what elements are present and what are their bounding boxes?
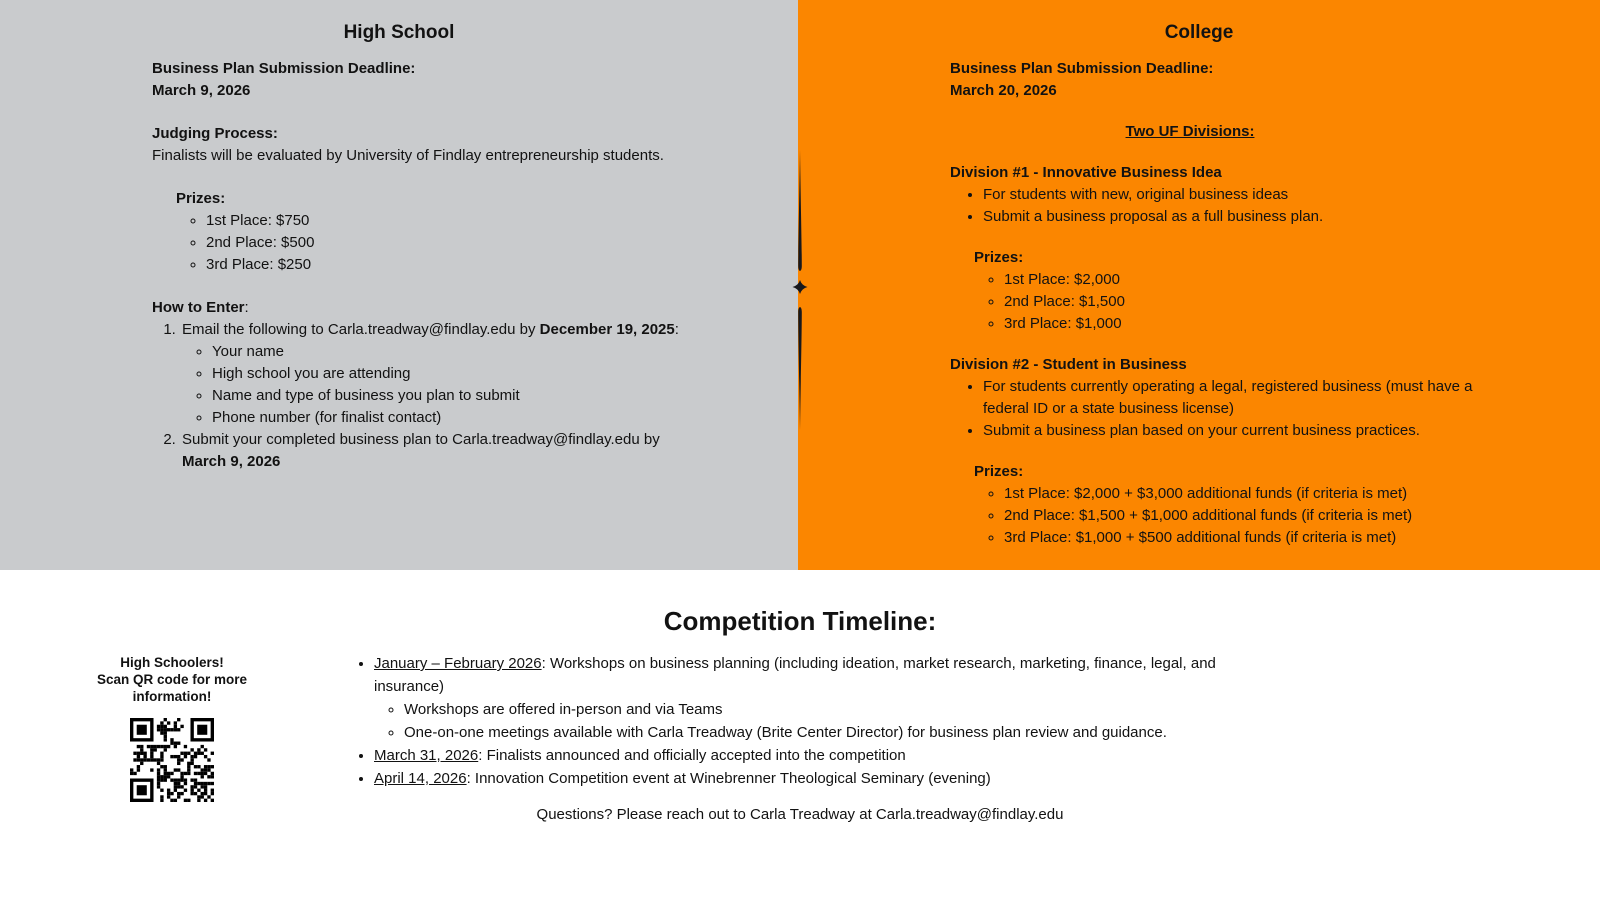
division-1-prize-item: ◦ 2nd Place: $1,500 — [1004, 291, 1558, 313]
division-2-prizes-block — [974, 461, 1558, 549]
high-school-content — [0, 44, 760, 473]
college-content — [798, 44, 1558, 549]
hs-deadline-date: March 9, 2026 — [152, 82, 251, 99]
division-2-prize-item: ◦ 1st Place: $2,000 + $3,000 additional funds (if criteria is met) — [1004, 483, 1558, 505]
hs-how-to-enter-heading: How to Enter: — [152, 299, 249, 316]
hs-step-2: 2. Submit your completed business plan to Carla.treadway@findlay.edu by March 9, 2026 — [180, 429, 690, 473]
hs-step-1-subitem: ◦ Your name — [212, 341, 690, 363]
division-1-prizes-block — [974, 247, 1558, 335]
hs-step-1-subitem: ◦ Phone number (for finalist contact) — [212, 407, 690, 429]
division-2-bullet: • Submit a business plan based on your current business practices. — [983, 420, 1513, 442]
hs-prize-item: ◦ 3rd Place: $250 — [206, 254, 760, 276]
hs-step-1-subitem: ◦ High school you are attending — [212, 363, 690, 385]
timeline-item: • April 14, 2026: Innovation Competition event at Winebrenner Theological Seminary (evening) — [374, 767, 1247, 790]
division-2-prize-item: ◦ 3rd Place: $1,000 + $500 additional funds (if criteria is met) — [1004, 527, 1558, 549]
hs-prizes-block — [176, 188, 760, 276]
division-1-prizes-label: Prizes: — [974, 249, 1024, 266]
hs-deadline-label: Business Plan Submission Deadline: — [152, 60, 416, 77]
timeline-item: • January – February 2026: Workshops on business planning (including ideation, market research, marketing, finance, legal, and insurance) ◦ Workshops are offered in-person and via Teams ◦ One-on-one meetings available with Carla Treadway (Brite Center Director) for business plan review and guidance. — [374, 652, 1247, 744]
hs-judging-label: Judging Process: — [152, 125, 278, 142]
college-column — [798, 0, 1600, 570]
division-1-title: Division #1 - Innovative Business Idea — [950, 164, 1222, 181]
contact-line: Questions? Please reach out to Carla Treadway at Carla.treadway@findlay.edu — [536, 806, 1064, 823]
timeline-list — [341, 652, 1247, 790]
college-deadline-label: Business Plan Submission Deadline: — [950, 60, 1214, 77]
division-1-bullet: • Submit a business proposal as a full business plan. — [983, 206, 1513, 228]
timeline-section — [0, 570, 1600, 900]
timeline-item: • March 31, 2026: Finalists announced and officially accepted into the competition — [374, 744, 1247, 767]
timeline-subitem: ◦ Workshops are offered in-person and via Teams — [404, 698, 1247, 721]
hs-prize-item: ◦ 2nd Place: $500 — [206, 232, 760, 254]
hs-judging-text: Finalists will be evaluated by University of Findlay entrepreneurship students. — [152, 147, 664, 164]
qr-caption-line3: information! — [132, 689, 212, 704]
hs-prizes-list — [176, 210, 760, 276]
hs-step-1-sublist — [182, 341, 690, 429]
division-2-bullets — [950, 376, 1513, 442]
timeline-subitem: ◦ One-on-one meetings available with Carla Treadway (Brite Center Director) for business plan review and guidance. — [404, 721, 1247, 744]
qr-block — [82, 654, 262, 806]
division-2-prizes-label: Prizes: — [974, 463, 1024, 480]
qr-caption-line2: Scan QR code for more — [96, 672, 248, 687]
timeline-subitems — [374, 698, 1247, 744]
college-divisions-header: Two UF Divisions: — [1125, 123, 1255, 140]
hs-step-1-subitem: ◦ Name and type of business you plan to submit — [212, 385, 690, 407]
hs-prizes-label: Prizes: — [176, 190, 226, 207]
qr-code-icon — [130, 718, 214, 802]
division-1-prizes-list — [974, 269, 1558, 335]
high-school-column — [0, 0, 798, 570]
division-2-bullet: • For students currently operating a legal, registered business (must have a federal ID or a state business license) — [983, 376, 1513, 420]
division-1-bullet: • For students with new, original business ideas — [983, 184, 1513, 206]
division-2-prize-item: ◦ 2nd Place: $1,500 + $1,000 additional funds (if criteria is met) — [1004, 505, 1558, 527]
timeline-title: Competition Timeline: — [663, 606, 937, 636]
division-2-title: Division #2 - Student in Business — [950, 356, 1187, 373]
qr-caption-line1: High Schoolers! — [120, 655, 224, 670]
hs-steps-list — [152, 319, 690, 473]
division-1-bullets — [950, 184, 1513, 228]
high-school-title: High School — [343, 22, 455, 43]
division-1-prize-item: ◦ 3rd Place: $1,000 — [1004, 313, 1558, 335]
college-deadline-date: March 20, 2026 — [950, 82, 1057, 99]
division-1-prize-item: ◦ 1st Place: $2,000 — [1004, 269, 1558, 291]
hs-step-1: 1. Email the following to Carla.treadway@findlay.edu by December 19, 2025: ◦ Your name ◦ High school you are attending ◦ Name and type of business you plan to submit ◦ Phone number (for finalist contact) — [180, 319, 690, 429]
college-title: College — [1164, 22, 1234, 43]
division-2-prizes-list — [974, 483, 1558, 549]
hs-prize-item: ◦ 1st Place: $750 — [206, 210, 760, 232]
